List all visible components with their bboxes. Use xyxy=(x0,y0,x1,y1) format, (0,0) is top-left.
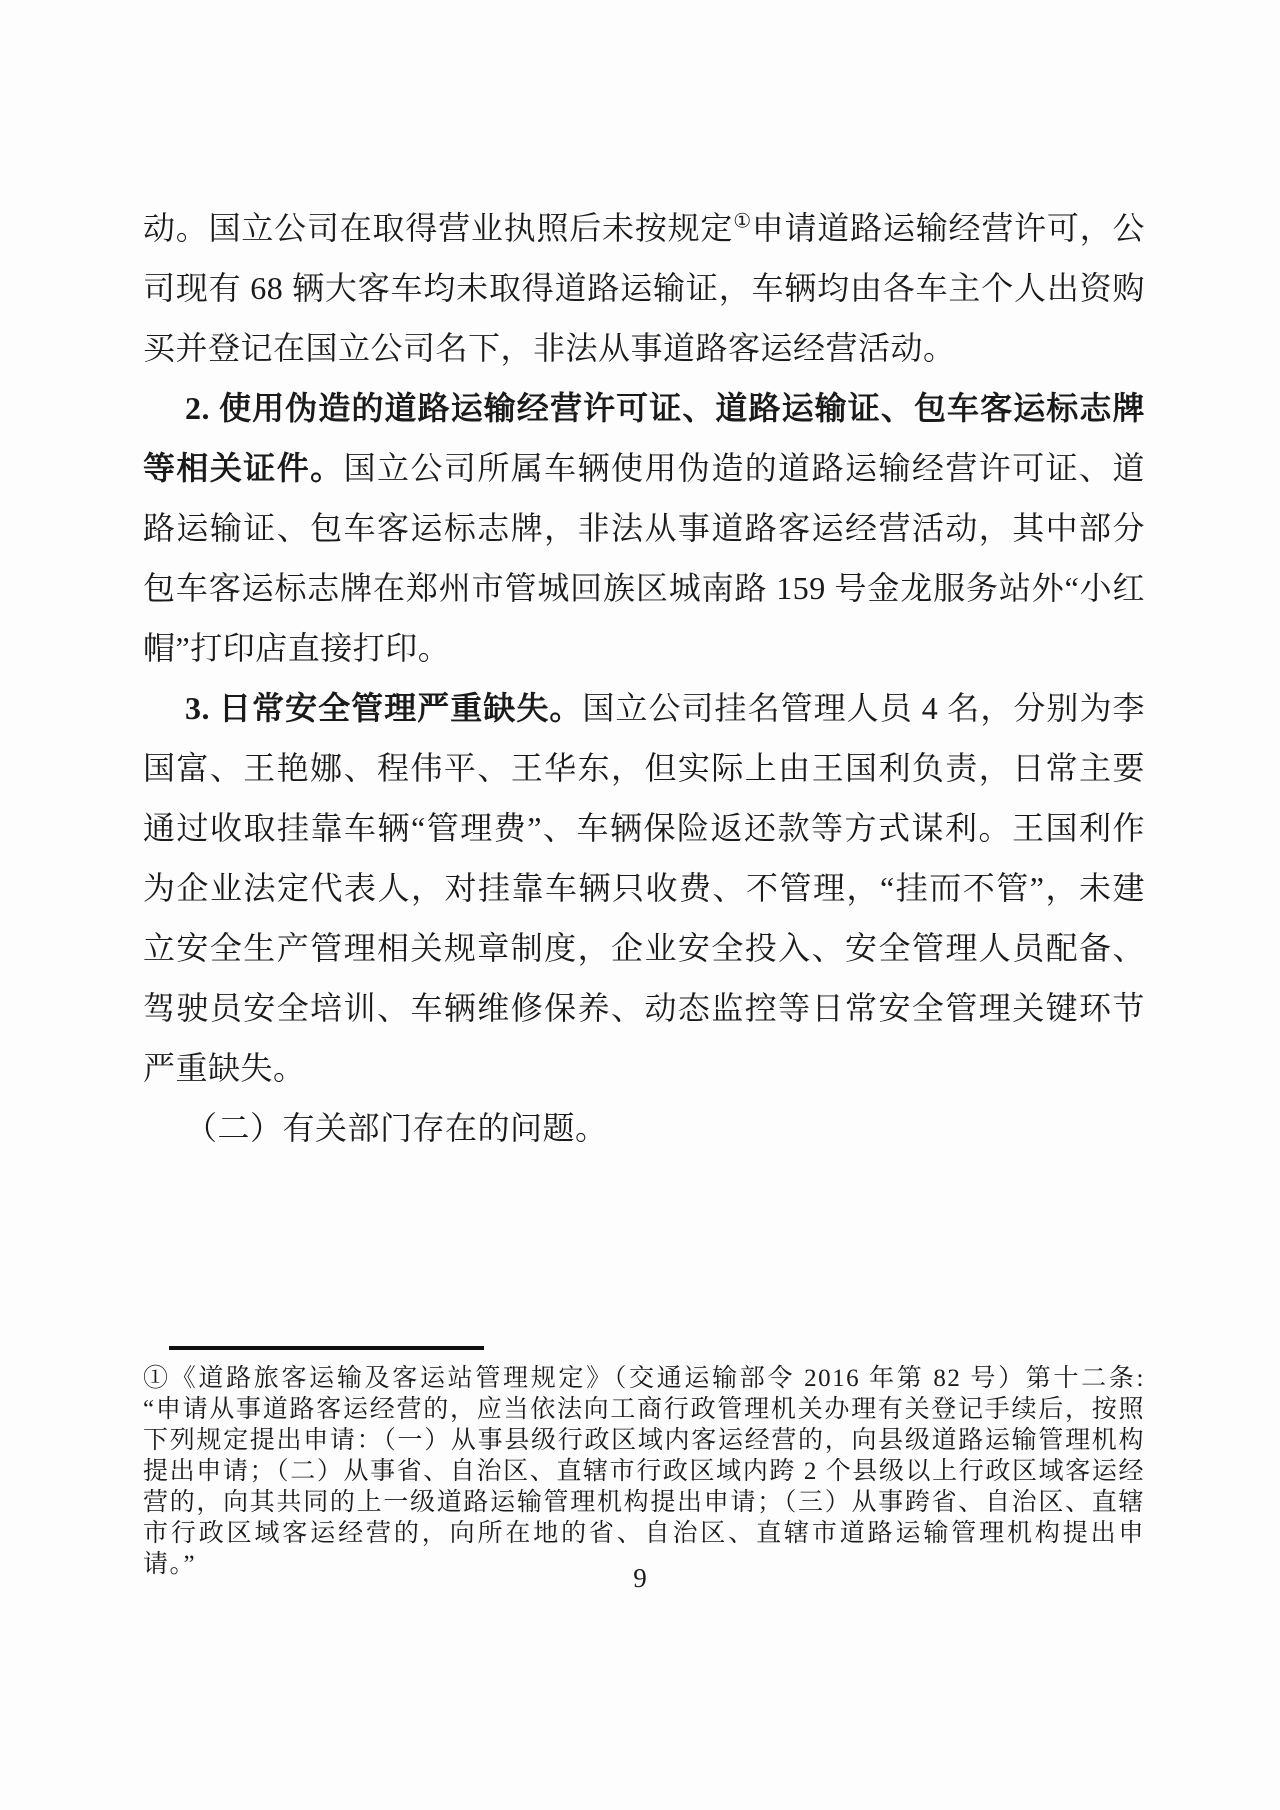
bold-lead-text: 2. 使用伪造的道路运输经营许可证、道路运输证、包车客运标志牌等相关证件。 xyxy=(143,390,1145,486)
text-segment: 国立公司挂名管理人员 4 名，分别为李国富、王艳娜、程伟平、王华东，但实际上由王国利负责，日常主要通过收取挂靠车辆“管理费”、车辆保险返还款等方式谋利。王国利作为企业法定代表人，对挂靠车辆只收费、不管理，“挂而不管”，未建立安全生产管理相关规章制度，企业安全投入、安全管理人员配备、驾驶员安全培训、车辆维修保养、动态监控等日常安全管理关键环节严重缺失。 xyxy=(143,690,1145,1086)
document-body xyxy=(143,198,1145,1158)
page-number: 9 xyxy=(633,1563,647,1593)
text-segment: （二）有关部门存在的问题。 xyxy=(185,1110,608,1146)
text-segment: 国立公司所属车辆使用伪造的道路运输经营许可证、道路运输证、包车客运标志牌，非法从事道路客运经营活动，其中部分包车客运标志牌在郑州市管城回族区城南路 159 号金龙服务站外“小红帽”打印店直接打印。 xyxy=(143,450,1145,666)
paragraph-2 xyxy=(143,378,1145,678)
paragraph-4 xyxy=(143,1098,1145,1158)
footnote-reference-mark: ① xyxy=(733,210,752,233)
bold-lead-text: 3. 日常安全管理严重缺失。 xyxy=(185,690,583,726)
paragraph-1 xyxy=(143,198,1145,378)
footnote-separator xyxy=(169,1346,484,1350)
footnote-area xyxy=(143,1346,1145,1580)
text-segment: 动。国立公司在取得营业执照后未按规定 xyxy=(143,210,734,246)
footnote-text: ①《道路旅客运输及客运站管理规定》（交通运输部令 2016 年第 82 号）第十二条: “申请从事道路客运经营的，应当依法向工商行政管理机关办理有关登记手续后，按照下列规定提出申请：（一）从事县级行政区域内客运经营的，向县级道路运输管理机构提出申请；（二）从事省、自治区、直辖市行政区域内跨 2 个县级以上行政区域客运经营的，向其共同的上一级道路运输管理机构提出申请；（三）从事跨省、自治区、直辖市行政区域客运经营的，向所在地的省、自治区、直辖市道路运输管理机构提出申请。” xyxy=(143,1365,1145,1578)
paragraph-3 xyxy=(143,678,1145,1098)
text-segment: 申请道路运输经营许可，公司现有 68 辆大客车均未取得道路运输证，车辆均由各车主个人出资购买并登记在国立公司名下，非法从事道路客运经营活动。 xyxy=(143,210,1145,366)
